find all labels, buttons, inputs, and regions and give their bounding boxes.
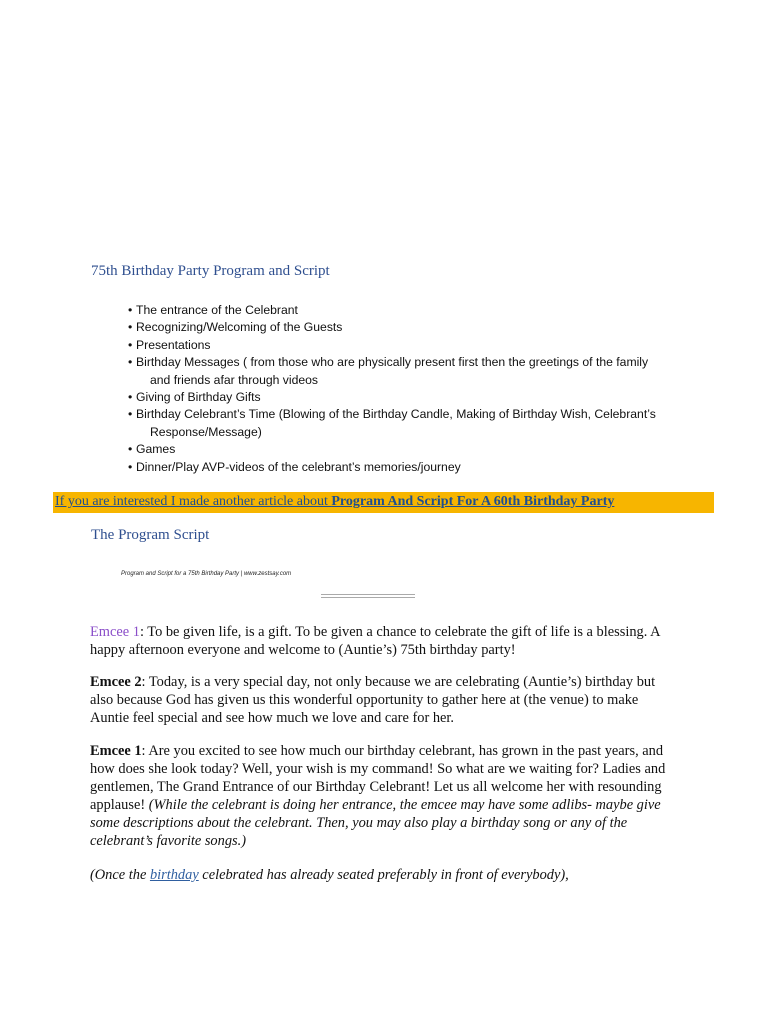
page-title: 75th Birthday Party Program and Script [91, 263, 330, 279]
list-item: • Dinner/Play AVP-videos of the celebrant’s memories/journey [128, 459, 688, 476]
birthday-link[interactable]: birthday [149, 867, 199, 883]
paragraph-emcee-1-intro: Emcee 1: To be given life, is a gift. To be given a chance to celebrate the gift of life is a blessing. A happy afternoon everyone and welcome to (Auntie’s) 75th birthday party! [90, 624, 660, 658]
paragraph-emcee-2: Emcee 2: Today, is a very special day, not only because we are celebrating (Auntie’s) birthday but also because God has given us this wonderful opportunity to gather here at (the venue) to make Auntie feel special and see how much we love and care for her. [90, 674, 656, 726]
bullet-icon: • [128, 320, 133, 335]
list-item: • Birthday Celebrant’s Time (Blowing of the Birthday Candle, Making of Birthday Wish, Celebrant’s Response/Message) [128, 407, 656, 439]
bullet-icon: • [128, 442, 133, 457]
stage-direction: (While the celebrant is doing her entrance, the emcee may have some adlibs- maybe give some descriptions about the celebrant. Then, you may also play a birthday song or any of the celebrant’s favorite songs.) [90, 797, 661, 849]
list-item: • Birthday Messages ( from those who are physically present first then the greetings of the family and friends afar through videos [128, 355, 649, 387]
speaker-label: Emcee 1 [90, 743, 142, 759]
list-item: • Presentations [128, 337, 688, 354]
related-article-link[interactable]: If you are interested I made another article about Program And Script For A 60th Birthday Party [55, 494, 615, 509]
paragraph-emcee-1-entrance: Emcee 1: Are you excited to see how much our birthday celebrant, has grown in the past years, and how does she look today? Well, your wish is my command! So what are we waiting for? Ladies and gentlemen, The Grand Entrance of our Birthday Celebrant! Let us all welcome her with resounding applause! (While the celebrant is doing her entrance, the emcee may have some adlibs- maybe give some descriptions about the celebrant. Then, you may also play a birthday song or any of the celebrant’s favorite songs.) [90, 743, 666, 849]
divider [321, 594, 415, 598]
bullet-icon: • [128, 303, 133, 317]
list-item: • Recognizing/Welcoming of the Guests [128, 319, 688, 336]
related-article-banner [53, 492, 714, 513]
program-list [128, 302, 688, 476]
image-caption: Program and Script for a 75th Birthday Party | www.zestsay.com [121, 571, 292, 577]
bullet-icon: • [128, 459, 133, 474]
list-item: • Giving of Birthday Gifts [128, 389, 688, 406]
bullet-icon: • [128, 390, 133, 405]
bullet-icon: • [128, 407, 133, 422]
bullet-icon: • [128, 337, 133, 352]
list-item: • Games [128, 441, 688, 458]
section-title: The Program Script [91, 527, 210, 543]
speaker-label: Emcee 1 [90, 624, 140, 640]
paragraph-stage-direction: (Once the birthday celebrated has already seated preferably in front of everybody), [90, 867, 569, 883]
related-article-title[interactable]: Program And Script For A 60th Birthday Party [331, 494, 615, 509]
speaker-label: Emcee 2 [90, 674, 142, 690]
list-item: • The entrance of the Celebrant [128, 302, 688, 319]
bullet-icon: • [128, 355, 133, 370]
